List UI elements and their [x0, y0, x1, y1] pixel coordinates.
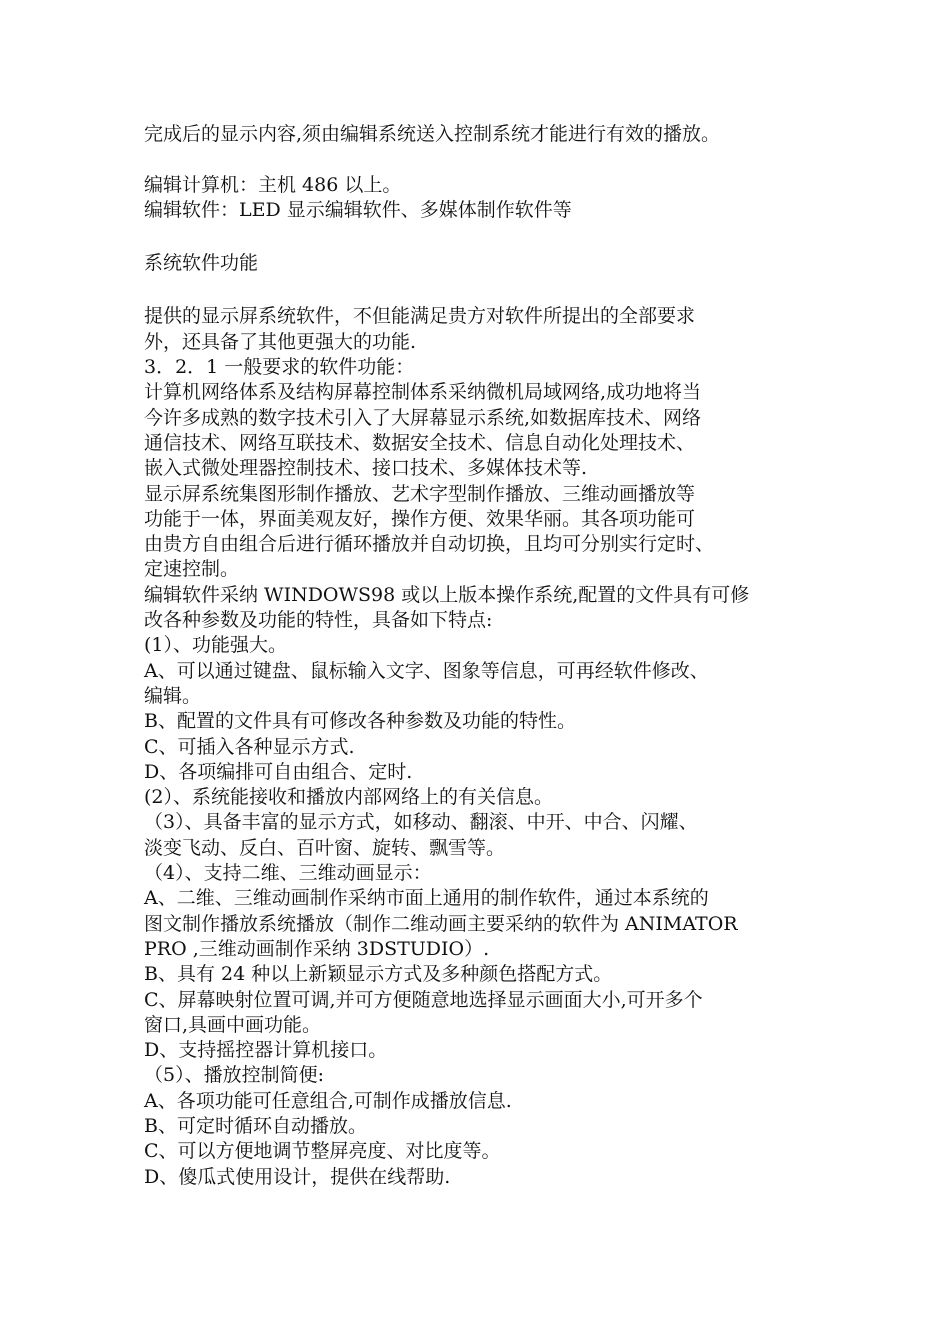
list-item: A、二维、三维动画制作采纳市面上通用的制作软件，通过本系统的 — [144, 887, 709, 910]
list-item: B、具有 24 种以上新颖显示方式及多种颜色搭配方式。 — [144, 963, 613, 986]
blank-line — [144, 223, 824, 251]
list-item: A、可以通过键盘、鼠标输入文字、图象等信息，可再经软件修改、 — [144, 659, 709, 682]
paragraph-line: 完成后的显示内容,须由编辑系统送入控制系统才能进行有效的播放。 — [144, 123, 721, 145]
paragraph-line: 通信技术、网络互联技术、数据安全技术、信息自动化处理技术、 — [144, 431, 696, 454]
blank-line — [144, 147, 824, 172]
list-item: 图文制作播放系统播放（制作二维动画主要采纳的软件为 ANIMATOR — [144, 912, 738, 935]
paragraph-line: 定速控制。 — [144, 558, 240, 581]
list-heading: (2）、系统能接收和播放内部网络上的有关信息。 — [144, 786, 554, 809]
section-heading: 系统软件功能 — [144, 252, 259, 275]
list-heading: （4）、支持二维、三维动画显示： — [144, 862, 432, 885]
list-item: D、傻瓜式使用设计，提供在线帮助. — [144, 1165, 451, 1188]
list-item: 淡变飞动、反白、百叶窗、旋转、飘雪等。 — [144, 836, 506, 859]
list-item: 窗口,具画中画功能。 — [144, 1013, 322, 1036]
list-item: 编辑。 — [144, 684, 202, 707]
list-item: B、可定时循环自动播放。 — [144, 1114, 367, 1137]
paragraph-line: 显示屏系统集图形制作播放、艺术字型制作播放、三维动画播放等 — [144, 482, 696, 505]
paragraph-line: 嵌入式微处理器控制技术、接口技术、多媒体技术等. — [144, 457, 588, 480]
list-item: C、可以方便地调节整屏亮度、对比度等。 — [144, 1140, 501, 1163]
list-item: C、可插入各种显示方式. — [144, 735, 355, 758]
list-item: D、支持摇控器计算机接口。 — [144, 1039, 388, 1062]
paragraph-line: 改各种参数及功能的特性，具备如下特点: — [144, 609, 493, 632]
list-heading: （5）、播放控制简便: — [144, 1064, 324, 1087]
paragraph-line: 编辑计算机：主机 486 以上。 — [144, 173, 402, 196]
paragraph-line: 外，还具备了其他更强大的功能. — [144, 330, 417, 353]
paragraph-line: 由贵方自由组合后进行循环播放并自动切换，且均可分别实行定时、 — [144, 533, 715, 556]
list-item: PRO ,三维动画制作采纳 3DSTUDIO）. — [144, 937, 490, 960]
subsection-heading: 3．2．1 一般要求的软件功能： — [144, 356, 415, 379]
paragraph-line: 编辑软件采纳 WINDOWS98 或以上版本操作系统,配置的文件具有可修 — [144, 583, 750, 606]
list-item: B、配置的文件具有可修改各种参数及功能的特性。 — [144, 710, 576, 733]
document-body — [144, 122, 824, 1190]
paragraph-line: 今许多成熟的数字技术引入了大屏幕显示系统,如数据库技术、网络 — [144, 406, 702, 429]
list-item: C、屏幕映射位置可调,并可方便随意地选择显示画面大小,可开多个 — [144, 988, 703, 1011]
paragraph-line: 提供的显示屏系统软件，不但能满足贵方对软件所提出的全部要求 — [144, 305, 696, 328]
paragraph-line: 计算机网络体系及结构屏幕控制体系采纳微机局域网络,成功地将当 — [144, 381, 702, 404]
list-heading: (1）、功能强大。 — [144, 634, 288, 657]
paragraph-line: 编辑软件：LED 显示编辑软件、多媒体制作软件等 — [144, 198, 572, 221]
list-item: D、各项编排可自由组合、定时. — [144, 760, 413, 783]
paragraph-line: 功能于一体，界面美观友好，操作方便、效果华丽。其各项功能可 — [144, 507, 696, 530]
list-heading: （3）、具备丰富的显示方式，如移动、翻滚、中开、中合、闪耀、 — [144, 811, 698, 834]
list-item: A、各项功能可任意组合,可制作成播放信息. — [144, 1089, 512, 1112]
blank-line — [144, 276, 824, 304]
